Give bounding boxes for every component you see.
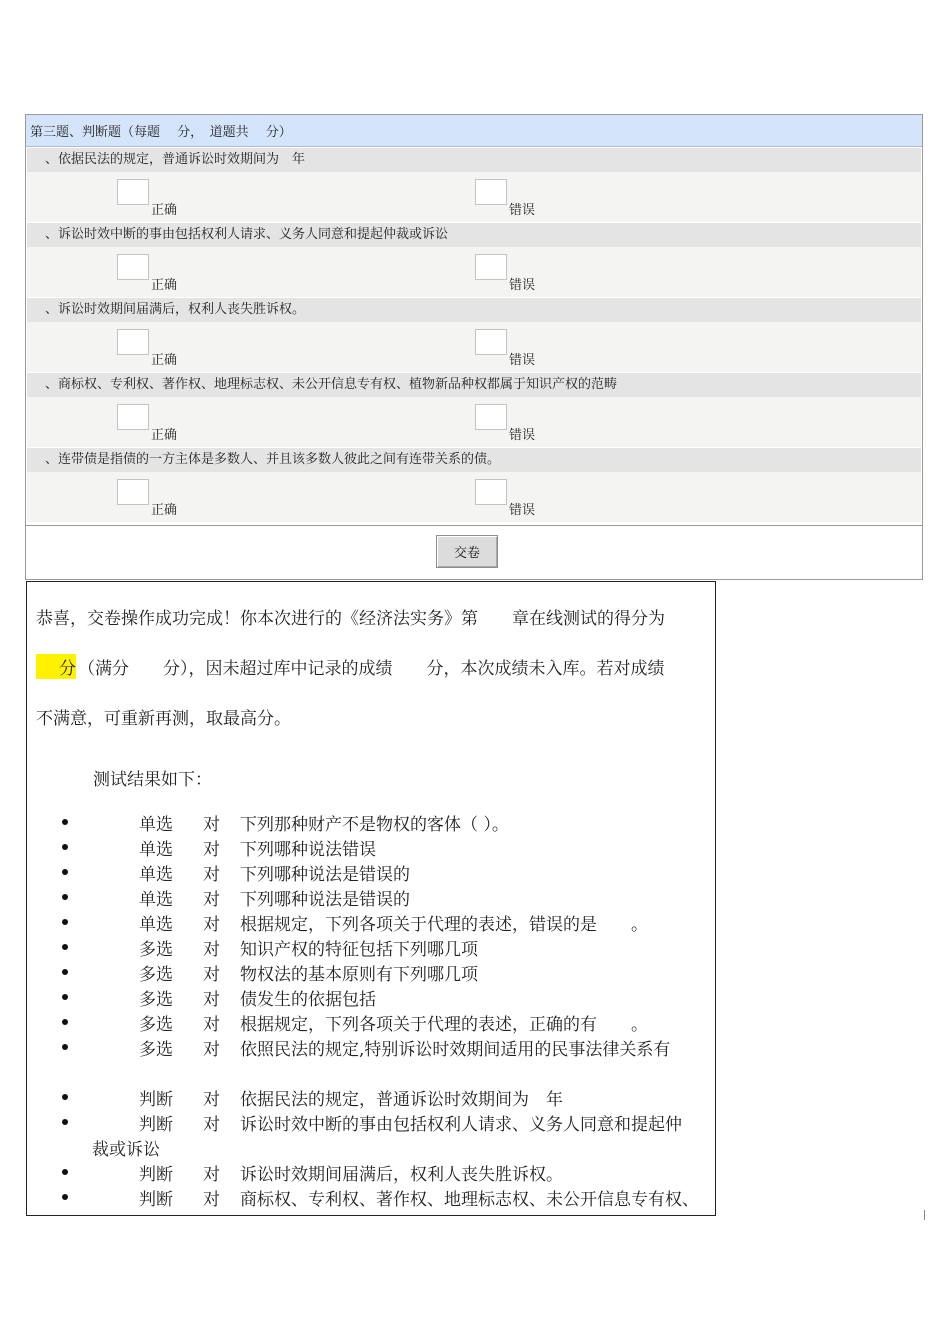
question-text: 、连带债是指债的一方主体是多数人、并且该多数人彼此之间有连带关系的债。 — [27, 448, 921, 472]
result-item-verdict: 对 — [203, 865, 220, 885]
result-item-text: 债发生的依据包括 — [240, 990, 376, 1010]
true-label: 正确 — [151, 503, 178, 518]
result-item-type: 判断 — [139, 1165, 173, 1185]
result-item-text: 诉讼时效期间届满后，权利人丧失胜诉权。 — [240, 1165, 563, 1185]
result-item-type: 单选 — [139, 865, 173, 885]
true-checkbox[interactable] — [117, 179, 149, 205]
true-checkbox[interactable] — [117, 329, 149, 355]
result-item-verdict: 对 — [203, 965, 220, 985]
question-row — [27, 223, 921, 297]
false-label: 错误 — [509, 203, 536, 218]
result-item — [27, 1185, 715, 1210]
result-item-text: 知识产权的特征包括下列哪几项 — [240, 940, 478, 960]
bullet-icon — [62, 894, 68, 900]
result-item-verdict: 对 — [203, 1040, 220, 1060]
result-item-verdict: 对 — [203, 815, 220, 835]
result-item — [27, 1110, 715, 1160]
result-item-verdict: 对 — [203, 890, 220, 910]
result-item-verdict: 对 — [203, 1115, 220, 1135]
bullet-icon — [62, 1194, 68, 1200]
result-item-type: 单选 — [139, 915, 173, 935]
question-options — [27, 472, 921, 522]
result-item — [27, 960, 715, 985]
page-edge-divider — [924, 1210, 925, 1220]
result-item-text-continued: 裁或诉讼 — [92, 1140, 160, 1160]
result-item-text: 下列哪种说法是错误的 — [240, 865, 410, 885]
result-item-verdict: 对 — [203, 940, 220, 960]
bullet-icon — [62, 969, 68, 975]
false-checkbox[interactable] — [475, 329, 507, 355]
true-checkbox[interactable] — [117, 254, 149, 280]
result-item-text: 诉讼时效中断的事由包括权利人请求、义务人同意和提起仲 — [240, 1115, 682, 1135]
result-item-verdict: 对 — [203, 840, 220, 860]
result-item-type: 多选 — [139, 965, 173, 985]
result-item-verdict: 对 — [203, 1190, 220, 1210]
question-options — [27, 322, 921, 372]
result-item-text: 依据民法的规定，普通诉讼时效期间为 年 — [240, 1090, 563, 1110]
result-item-type: 判断 — [139, 1115, 173, 1135]
result-item-text: 根据规定，下列各项关于代理的表述，正确的有 。 — [240, 1015, 648, 1035]
result-item-type: 多选 — [139, 1040, 173, 1060]
result-item-text: 根据规定，下列各项关于代理的表述，错误的是 。 — [240, 915, 648, 935]
result-item-verdict: 对 — [203, 1090, 220, 1110]
result-message-line3: 不满意，可重新再测，取最高分。 — [36, 709, 291, 729]
question-row — [27, 373, 921, 447]
result-item-verdict: 对 — [203, 1165, 220, 1185]
true-checkbox[interactable] — [117, 404, 149, 430]
result-item — [27, 1035, 715, 1060]
result-item — [27, 810, 715, 835]
bullet-icon — [62, 1094, 68, 1100]
false-label: 错误 — [509, 503, 536, 518]
result-item-type: 判断 — [139, 1190, 173, 1210]
bullet-icon — [62, 869, 68, 875]
submit-button[interactable]: 交卷 — [436, 535, 498, 568]
true-label: 正确 — [151, 353, 178, 368]
bullet-icon — [62, 944, 68, 950]
bullet-icon — [62, 919, 68, 925]
result-item — [27, 835, 715, 860]
false-label: 错误 — [509, 278, 536, 293]
result-item-verdict: 对 — [203, 1015, 220, 1035]
false-checkbox[interactable] — [475, 254, 507, 280]
question-text: 、依据民法的规定，普通诉讼时效期间为 年 — [27, 148, 921, 172]
result-item-text: 依照民法的规定,特别诉讼时效期间适用的民事法律关系有 — [240, 1040, 671, 1060]
result-item — [27, 860, 715, 885]
result-item-type: 多选 — [139, 1015, 173, 1035]
question-options — [27, 247, 921, 297]
false-checkbox[interactable] — [475, 179, 507, 205]
question-row — [27, 148, 921, 222]
result-item — [27, 1085, 715, 1110]
bullet-icon — [62, 1044, 68, 1050]
result-item-type: 单选 — [139, 815, 173, 835]
result-item-text: 商标权、专利权、著作权、地理标志权、未公开信息专有权、 — [240, 1190, 699, 1210]
result-item — [27, 1160, 715, 1185]
result-item-type: 单选 — [139, 840, 173, 860]
false-checkbox[interactable] — [475, 479, 507, 505]
bullet-icon — [62, 994, 68, 1000]
question-text: 、诉讼时效期间届满后，权利人丧失胜诉权。 — [27, 298, 921, 322]
submit-area — [26, 525, 922, 579]
result-item-text: 下列哪种说法是错误的 — [240, 890, 410, 910]
question-text: 、商标权、专利权、著作权、地理标志权、未公开信息专有权、植物新品种权都属于知识产权的范畴 — [27, 373, 921, 397]
result-item — [27, 885, 715, 910]
result-item-verdict: 对 — [203, 915, 220, 935]
question-row — [27, 448, 921, 522]
bullet-icon — [62, 1019, 68, 1025]
false-label: 错误 — [509, 428, 536, 443]
result-item — [27, 935, 715, 960]
bullet-icon — [62, 844, 68, 850]
true-label: 正确 — [151, 203, 178, 218]
question-row — [27, 298, 921, 372]
result-item-type: 多选 — [139, 990, 173, 1010]
result-item — [27, 910, 715, 935]
result-item-verdict: 对 — [203, 990, 220, 1010]
question-options — [27, 397, 921, 447]
result-message-line2 — [36, 654, 665, 679]
false-checkbox[interactable] — [475, 404, 507, 430]
true-label: 正确 — [151, 428, 178, 443]
result-item-type: 单选 — [139, 890, 173, 910]
bullet-icon — [62, 819, 68, 825]
quiz-panel — [25, 114, 923, 580]
result-item — [27, 985, 715, 1010]
result-item-type: 判断 — [139, 1090, 173, 1110]
false-label: 错误 — [509, 353, 536, 368]
question-text: 、诉讼时效中断的事由包括权利人请求、义务人同意和提起仲裁或诉讼 — [27, 223, 921, 247]
result-message-line1: 恭喜，交卷操作成功完成！你本次进行的《经济法实务》第 章在线测试的得分为 — [36, 609, 665, 629]
bullet-icon — [62, 1169, 68, 1175]
result-message-line2-text: （满分 分），因未超过库中记录的成绩 分，本次成绩未入库。若对成绩 — [78, 659, 665, 679]
result-panel — [26, 581, 716, 1216]
bullet-icon — [62, 1119, 68, 1125]
result-item-text: 下列哪种说法错误 — [240, 840, 376, 860]
result-item — [27, 1010, 715, 1035]
question-options — [27, 172, 921, 222]
score-highlight: 分 — [36, 654, 76, 679]
result-item-text: 物权法的基本原则有下列哪几项 — [240, 965, 478, 985]
true-checkbox[interactable] — [117, 479, 149, 505]
results-heading: 测试结果如下： — [93, 770, 212, 790]
section-title: 第三题、判断题（每题 分， 道题共 分） — [26, 115, 922, 147]
result-item-type: 多选 — [139, 940, 173, 960]
true-label: 正确 — [151, 278, 178, 293]
result-item-text: 下列那种财产不是物权的客体（ ）。 — [240, 815, 509, 835]
